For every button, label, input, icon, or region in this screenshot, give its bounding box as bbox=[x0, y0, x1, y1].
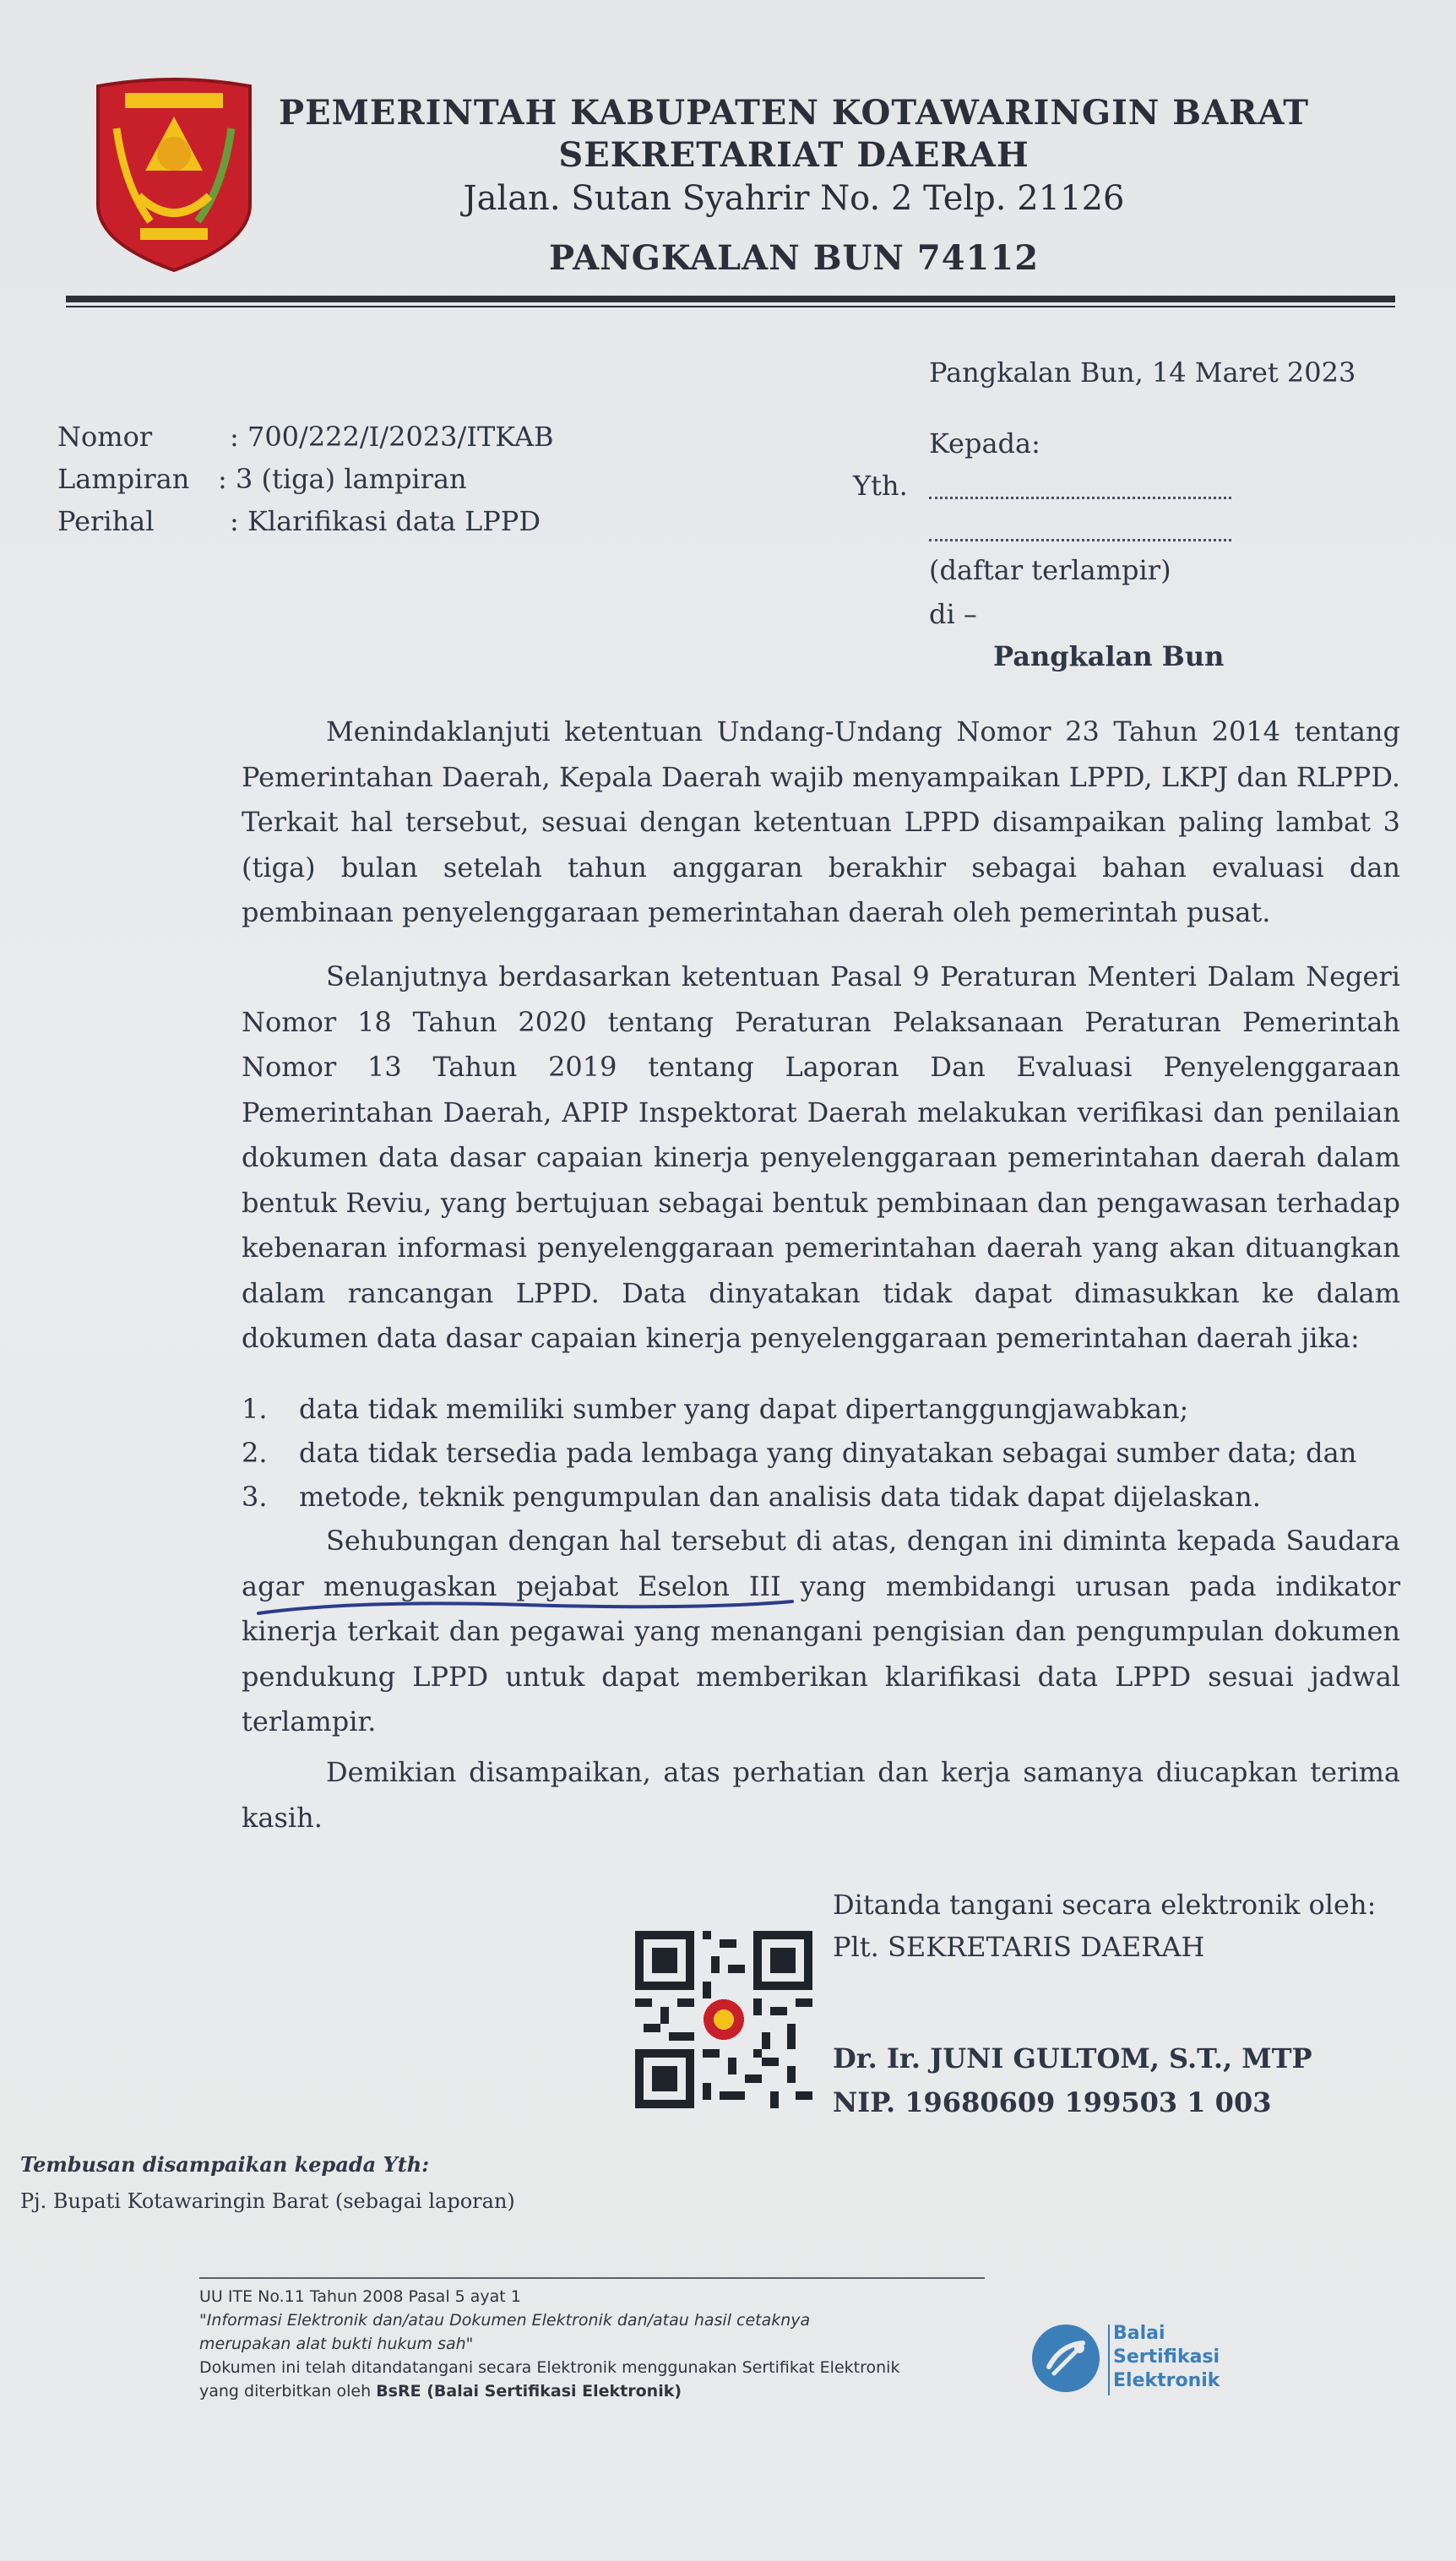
signer-title: Plt. SEKRETARIS DAERAH bbox=[833, 1931, 1205, 1963]
paragraph-2-text: Selanjutnya berdasarkan ketentuan Pasal 9 Peraturan Menteri Dalam Negeri Nomor 18 Tahun 2020 tentang Peraturan Pelaksanaan Peraturan Pemerintah Nomor 13 Tahun 2019 tentang Laporan Dan Evaluasi Penyelenggaraan Pemerintahan Daerah, APIP Inspektorat Daerah melakukan verifikasi dan penilaian dokumen data dasar capaian kinerja penyelenggaraan pemerintahan daerah dalam bentuk Reviu, yang bertujuan sebagai bentuk pembinaan dan pengawasan terhadap kebenaran informasi penyelenggaraan pemerintahan daerah yang akan dituangkan dalam rancangan LPPD. Data dinyatakan tidak dapat dimasukkan ke dalam dokumen data dasar capaian kinerja penyelenggaraan pemerintahan daerah jika: bbox=[242, 960, 1400, 1354]
recipient-di: di – bbox=[929, 598, 977, 630]
bsre-text-1: Balai bbox=[1113, 2323, 1165, 2344]
header-secretariat: SEKRETARIAT DAERAH bbox=[558, 135, 1030, 175]
recipient-yth: Yth. bbox=[853, 470, 908, 502]
paragraph-3-text: Sehubungan dengan hal tersebut di atas, dengan ini diminta kepada Saudara agar menugaskan pejabat Eselon III yang membidangi urusan pada indikator kinerja terkait dan pegawai yang menangani pengisian dan pengumpulan dokumen pendukung LPPD untuk dapat memberikan klarifikasi data LPPD sesuai jadwal terlampir. bbox=[242, 1525, 1400, 1737]
bsre-text-3: Elektronik bbox=[1113, 2370, 1220, 2391]
recipient-blank-1 bbox=[929, 497, 1231, 499]
lampiran-label: Lampiran bbox=[57, 463, 190, 495]
paragraph-3 bbox=[242, 1519, 1400, 1745]
paragraph-4-text: Demikian disampaikan, atas perhatian dan kerja samanya diucapkan terima kasih. bbox=[242, 1756, 1400, 1834]
recipient-blank-2 bbox=[929, 539, 1231, 541]
nomor-value: : 700/222/I/2023/ITKAB bbox=[230, 421, 554, 453]
esign-note: Ditanda tangani secara elektronik oleh: bbox=[833, 1889, 1377, 1921]
paragraph-1-text: Menindaklanjuti ketentuan Undang-Undang Nomor 23 Tahun 2014 tentang Pemerintahan Daerah, Kepala Daerah wajib menyampaikan LPPD, LKPJ dan RLPPD. Terkait hal tersebut, sesuai dengan ketentuan LPPD disampaikan paling lambat 3 (tiga) bulan setelah tahun anggaran berakhir sebagai bahan evaluasi dan pembinaan penyelenggaraan pemerintahan daerah oleh pemerintah pusat. bbox=[242, 715, 1400, 928]
footer-note-2: yang diterbitkan oleh BsRE (Balai Sertifikasi Elektronik) bbox=[199, 2382, 682, 2401]
bsre-divider bbox=[1108, 2324, 1110, 2395]
paragraph-2 bbox=[242, 954, 1400, 1362]
footer-quote-1: "Informasi Elektronik dan/atau Dokumen Elektronik dan/atau hasil cetaknya bbox=[199, 2311, 811, 2330]
header-city: PANGKALAN BUN 74112 bbox=[548, 238, 1040, 278]
header-rule-thin bbox=[66, 306, 1395, 307]
criteria-list: 1. data tidak memiliki sumber yang dapat dipertanggungjawabkan; 2. data tidak tersedia pada lembaga yang dinyatakan sebagai sumber data; dan 3. metode, teknik pengumpulan dan analisis data tidak dapat dijelaskan. bbox=[242, 1393, 1357, 1513]
paragraph-4 bbox=[242, 1750, 1400, 1841]
header-rule-thick bbox=[66, 296, 1395, 302]
paragraph-1 bbox=[242, 710, 1400, 936]
footer-note-1: Dokumen ini telah ditandatangani secara Elektronik menggunakan Sertifikat Elektronik bbox=[199, 2358, 900, 2377]
recipient-kepada: Kepada: bbox=[929, 427, 1040, 459]
signer-nip: NIP. 19680609 199503 1 003 bbox=[833, 2086, 1272, 2118]
signer-name: Dr. Ir. JUNI GULTOM, S.T., MTP bbox=[833, 2042, 1312, 2074]
recipient-list-note: (daftar terlampir) bbox=[929, 554, 1171, 586]
recipient-city: Pangkalan Bun bbox=[993, 640, 1225, 672]
bsre-text-2: Sertifikasi bbox=[1113, 2346, 1220, 2368]
perihal-label: Perihal bbox=[57, 505, 155, 537]
lampiran-value: : 3 (tiga) lampiran bbox=[218, 463, 467, 495]
bsre-logo-icon bbox=[1027, 2319, 1105, 2397]
kotawaringin-barat-emblem-icon bbox=[91, 78, 257, 274]
header-address: Jalan. Sutan Syahrir No. 2 Telp. 21126 bbox=[463, 179, 1125, 218]
footer-law: UU ITE No.11 Tahun 2008 Pasal 5 ayat 1 bbox=[199, 2287, 521, 2306]
pen-underline-mark bbox=[255, 1596, 796, 1622]
perihal-value: : Klarifikasi data LPPD bbox=[230, 505, 541, 537]
nomor-label: Nomor bbox=[57, 421, 153, 453]
cc-heading: Tembusan disampaikan kepada Yth: bbox=[20, 2152, 430, 2177]
header-government: PEMERINTAH KABUPATEN KOTAWARINGIN BARAT bbox=[279, 93, 1309, 133]
footer-quote-2: merupakan alat bukti hukum sah" bbox=[199, 2335, 474, 2353]
footer-rule bbox=[199, 2277, 985, 2279]
cc-item: Pj. Bupati Kotawaringin Barat (sebagai laporan) bbox=[20, 2189, 515, 2213]
place-date: Pangkalan Bun, 14 Maret 2023 bbox=[929, 356, 1356, 389]
qr-code-icon bbox=[635, 1931, 812, 2108]
